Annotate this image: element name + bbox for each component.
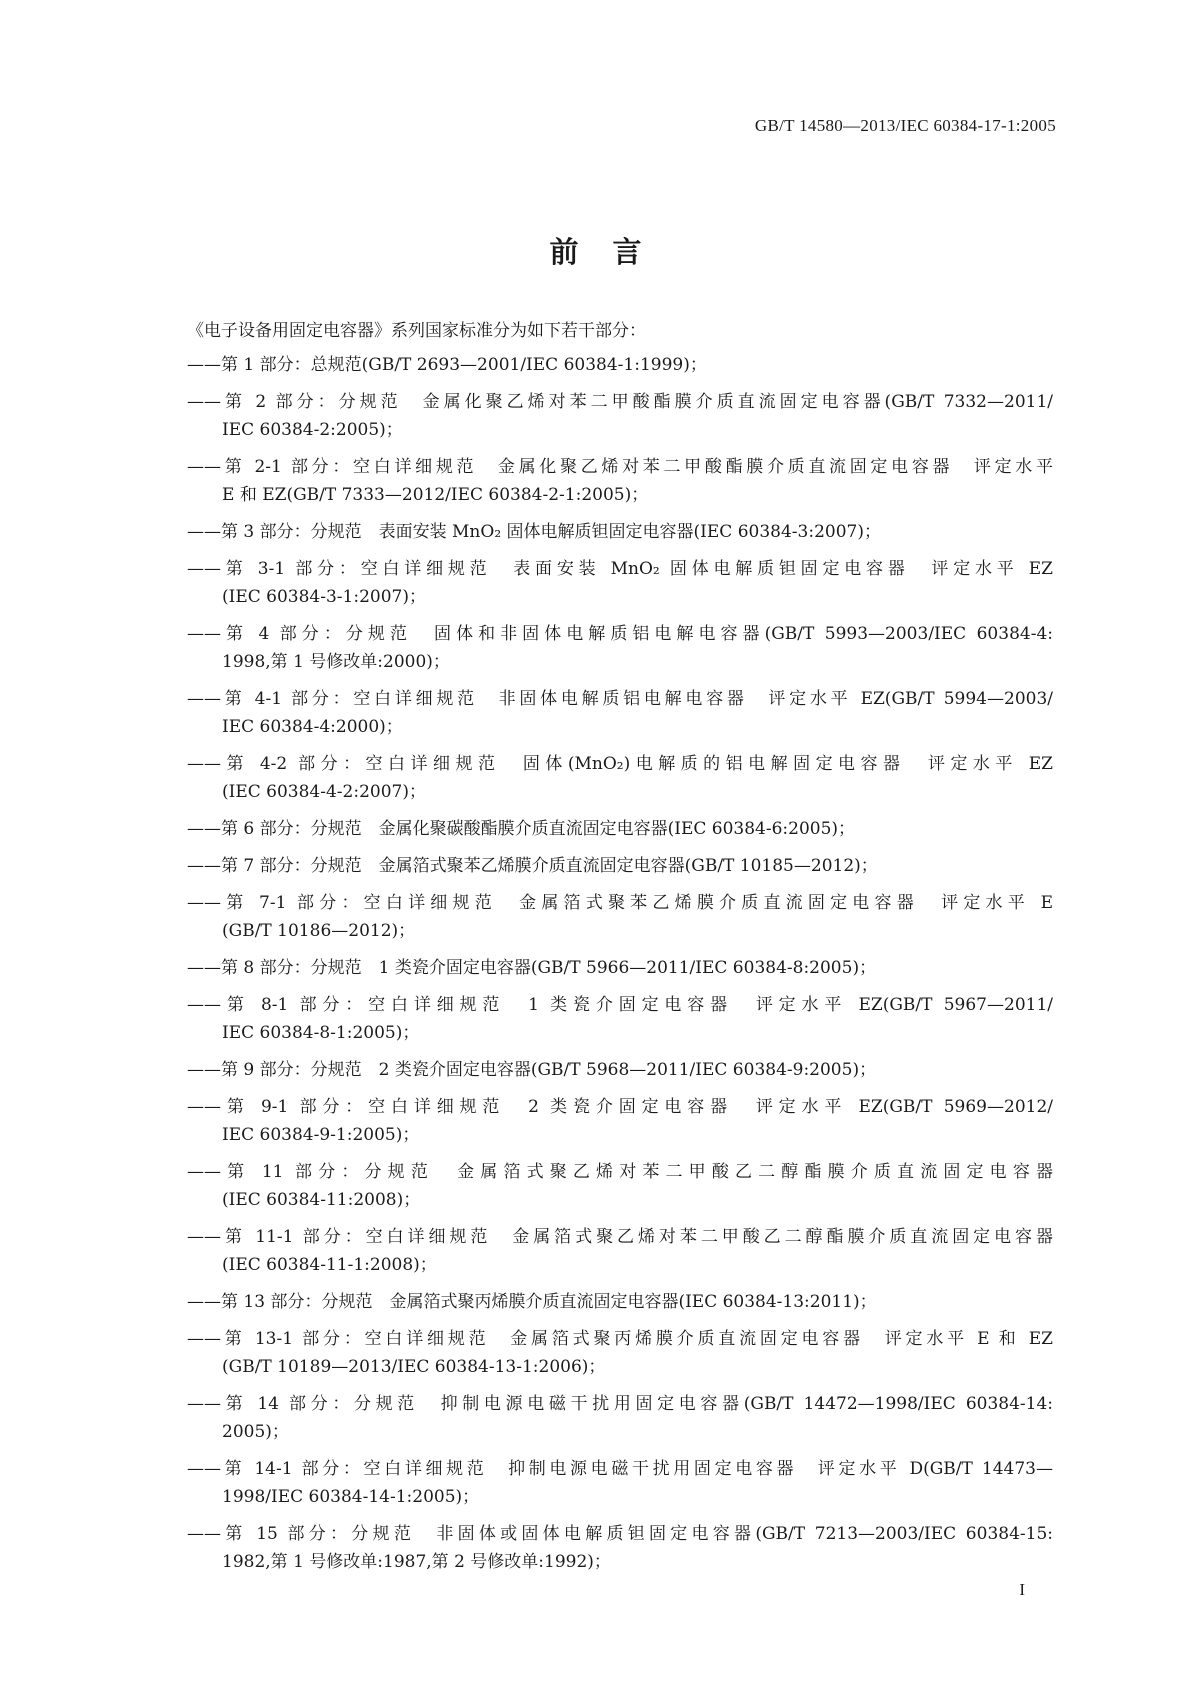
- list-item: [187, 1288, 1053, 1316]
- list-item: [187, 1520, 1053, 1576]
- list-item-line: ——第 3-1 部分：空白详细规范 表面安装 MnO₂ 固体电解质钽固定电容器 评定水平 EZ: [187, 558, 1053, 579]
- list-item: [187, 1223, 1053, 1279]
- list-item-line: ——第 13 部分：分规范 金属箔式聚丙烯膜介质直流固定电容器(IEC 60384-13:2011)；: [187, 1291, 877, 1312]
- list-item: [187, 991, 1053, 1047]
- list-item-line: ——第 4 部分：分规范 固体和非固体电解质铝电解电容器(GB/T 5993—2003/IEC 60384-4:: [187, 623, 1053, 644]
- list-item: [187, 388, 1053, 444]
- list-item-continuation: IEC 60384-2:2005)；: [222, 419, 403, 440]
- list-item-continuation: E 和 EZ(GB/T 7333—2012/IEC 60384-2-1:2005)；: [222, 484, 649, 505]
- list-item-continuation: 1982,第 1 号修改单:1987,第 2 号修改单:1992)；: [222, 1551, 611, 1572]
- list-item-continuation: IEC 60384-4:2000)；: [222, 716, 403, 737]
- list-item-line: ——第 6 部分：分规范 金属化聚碳酸酯膜介质直流固定电容器(IEC 60384-6:2005)；: [187, 818, 856, 839]
- list-item-line: ——第 4-1 部分：空白详细规范 非固体电解质铝电解电容器 评定水平 EZ(GB/T 5994—2003/: [187, 688, 1053, 709]
- page-number: I: [1019, 1580, 1025, 1599]
- list-item: [187, 351, 1053, 379]
- intro-paragraph: 《电子设备用固定电容器》系列国家标准分为如下若干部分：: [187, 321, 646, 341]
- list-item-continuation: (IEC 60384-11:2008)；: [222, 1189, 421, 1210]
- list-item: [187, 1056, 1053, 1084]
- list-item: [187, 1390, 1053, 1446]
- list-item-line: ——第 14 部分：分规范 抑制电源电磁干扰用固定电容器(GB/T 14472—1998/IEC 60384-14:: [187, 1393, 1053, 1414]
- list-item-line: ——第 7 部分：分规范 金属箔式聚苯乙烯膜介质直流固定电容器(GB/T 10185—2012)；: [187, 855, 878, 876]
- list-item-line: ——第 8 部分：分规范 1 类瓷介固定电容器(GB/T 5966—2011/IEC 60384-8:2005)；: [187, 957, 877, 978]
- list-item-line: ——第 3 部分：分规范 表面安装 MnO₂ 固体电解质钽固定电容器(IEC 60384-3:2007)；: [187, 521, 881, 542]
- list-item-continuation: 1998,第 1 号修改单:2000)；: [222, 651, 450, 672]
- list-item-line: ——第 9-1 部分：空白详细规范 2 类瓷介固定电容器 评定水平 EZ(GB/T 5969—2012/: [187, 1096, 1053, 1117]
- list-item: [187, 815, 1053, 843]
- list-item: [187, 1325, 1053, 1381]
- list-item-continuation: IEC 60384-9-1:2005)；: [222, 1124, 420, 1145]
- list-item-line: ——第 8-1 部分：空白详细规范 1 类瓷介固定电容器 评定水平 EZ(GB/T 5967—2011/: [187, 994, 1053, 1015]
- list-item: [187, 750, 1053, 806]
- list-item: [187, 1455, 1053, 1511]
- list-item-line: ——第 7-1 部分：空白详细规范 金属箔式聚苯乙烯膜介质直流固定电容器 评定水平 E: [187, 892, 1053, 913]
- list-item: [187, 889, 1053, 945]
- page-title: 前言: [549, 235, 676, 269]
- list-item-line: ——第 11-1 部分：空白详细规范 金属箔式聚乙烯对苯二甲酸乙二醇酯膜介质直流固定电容器: [187, 1226, 1053, 1247]
- list-item: [187, 555, 1053, 611]
- list-item-line: ——第 13-1 部分：空白详细规范 金属箔式聚丙烯膜介质直流固定电容器 评定水平 E 和 EZ: [187, 1328, 1053, 1349]
- list-item-line: ——第 2 部分：分规范 金属化聚乙烯对苯二甲酸酯膜介质直流固定电容器(GB/T 7332—2011/: [187, 391, 1053, 412]
- list-item: [187, 453, 1053, 509]
- list-item-line: ——第 1 部分：总规范(GB/T 2693—2001/IEC 60384-1:1999)；: [187, 354, 707, 375]
- list-item-line: ——第 11 部分：分规范 金属箔式聚乙烯对苯二甲酸乙二醇酯膜介质直流固定电容器: [187, 1161, 1053, 1182]
- list-item-line: ——第 4-2 部分：空白详细规范 固体(MnO₂)电解质的铝电解固定电容器 评定水平 EZ: [187, 753, 1053, 774]
- standard-code-header: GB/T 14580—2013/IEC 60384-17-1:2005: [754, 116, 1056, 135]
- list-item: [187, 954, 1053, 982]
- list-item: [187, 685, 1053, 741]
- list-item-continuation: IEC 60384-8-1:2005)；: [222, 1022, 420, 1043]
- list-item: [187, 852, 1053, 880]
- list-item-continuation: (GB/T 10189—2013/IEC 60384-13-1:2006)；: [222, 1356, 606, 1377]
- list-item-line: ——第 14-1 部分：空白详细规范 抑制电源电磁干扰用固定电容器 评定水平 D(GB/T 14473—: [187, 1458, 1053, 1479]
- list-item: [187, 1158, 1053, 1214]
- list-item-line: ——第 2-1 部分：空白详细规范 金属化聚乙烯对苯二甲酸酯膜介质直流固定电容器 评定水平: [187, 456, 1053, 477]
- list-item-continuation: (IEC 60384-11-1:2008)；: [222, 1254, 437, 1275]
- list-item-continuation: (IEC 60384-3-1:2007)；: [222, 586, 426, 607]
- foreword-body: [187, 318, 1053, 1585]
- list-item-line: ——第 9 部分：分规范 2 类瓷介固定电容器(GB/T 5968—2011/IEC 60384-9:2005)；: [187, 1059, 877, 1080]
- list-item-continuation: (IEC 60384-4-2:2007)；: [222, 781, 426, 802]
- list-item: [187, 518, 1053, 546]
- part-list: [187, 351, 1053, 1576]
- list-item: [187, 1093, 1053, 1149]
- list-item-line: ——第 15 部分：分规范 非固体或固体电解质钽固定电容器(GB/T 7213—2003/IEC 60384-15:: [187, 1523, 1053, 1544]
- list-item-continuation: 1998/IEC 60384-14-1:2005)；: [222, 1486, 480, 1507]
- list-item: [187, 620, 1053, 676]
- list-item-continuation: 2005)；: [222, 1421, 289, 1442]
- list-item-continuation: (GB/T 10186—2012)；: [222, 920, 416, 941]
